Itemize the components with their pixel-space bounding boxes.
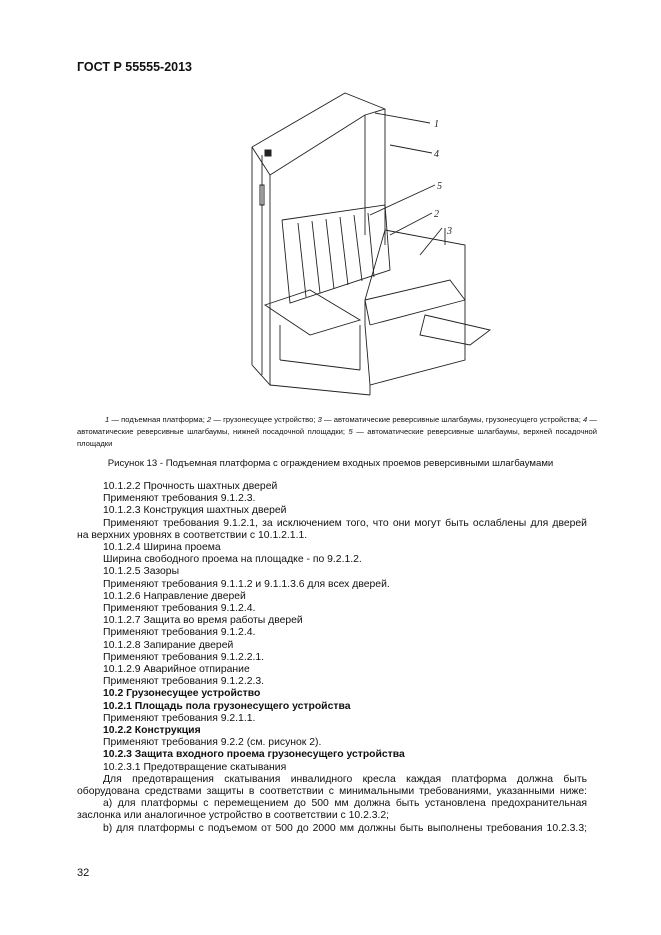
body-line: 10.1.2.6 Направление дверей — [103, 590, 246, 602]
body-line: 10.2.3.1 Предотвращение скатывания — [103, 761, 287, 773]
section-heading: 10.2.3 Защита входного проема грузонесущего устройства — [103, 749, 405, 761]
body-line: а) для платформы с перемещением до 500 мм должна быть установлена предохранительная — [103, 798, 587, 810]
platform-drawing — [240, 85, 500, 405]
page-number: 32 — [77, 867, 90, 879]
body-line: заслонка или аналогичное устройство в соответствии с 10.2.3.2; — [77, 810, 390, 822]
figure-legend: 1 — подъемная платформа; 2 — грузонесущее устройство; 3 — автоматические реверсивные шлагбаумы, грузонесущего устройства; 4 — автоматические реверсивные шлагбаумы, нижней посадочной площадки; 5 — автоматические реверсивные шлагбаумы, верхней посадочной площадки — [77, 415, 597, 448]
body-line: на верхних уровнях в соответствии с 10.1.2.1.1. — [77, 529, 308, 541]
floor-plate — [265, 290, 360, 335]
body-line: Применяют требования 9.2.2 (см. рисунок 2). — [103, 737, 322, 749]
body-line: b) для платформы с подъемом от 500 до 2000 мм должны быть выполнены требования 10.2.3.3; — [103, 822, 587, 834]
document-header: ГОСТ Р 55555-2013 — [77, 60, 193, 74]
section-heading: 10.2 Грузонесущее устройство — [103, 688, 261, 700]
section-heading: 10.2.1 Площадь пола грузонесущего устройства — [103, 700, 351, 712]
body-line: Применяют требования 9.1.2.1, за исключением того, что они могут быть ослаблены для дверей — [103, 517, 587, 529]
body-line: Применяют требования 9.1.2.3. — [103, 493, 256, 505]
callout-2: 2 — [434, 209, 439, 220]
callout-4: 4 — [434, 149, 439, 160]
body-line: Применяют требования 9.1.2.4. — [103, 603, 256, 615]
body-line: оборудована средствами защиты в соответствии с минимальными требованиями, указанными ниже: — [77, 786, 587, 798]
gate-frame — [282, 205, 390, 303]
body-line: Применяют требования 9.1.2.2.3. — [103, 676, 265, 688]
body-line: 10.1.2.3 Конструкция шахтных дверей — [103, 505, 287, 517]
section-heading: 10.2.2 Конструкция — [103, 725, 201, 737]
callout-3: 3 — [447, 226, 452, 237]
body-line: 10.1.2.2 Прочность шахтных дверей — [103, 481, 278, 492]
callout-5: 5 — [437, 181, 442, 192]
body-line: 10.1.2.8 Запирание дверей — [103, 639, 234, 651]
figure-title: Рисунок 13 - Подъемная платформа с ограждением входных проемов реверсивными шлагбаумами — [107, 458, 554, 469]
body-line: Ширина свободного проема на площадке - по 9.2.1.2. — [103, 554, 362, 566]
body-line: 10.1.2.5 Зазоры — [103, 566, 180, 578]
carrier-box — [365, 280, 465, 385]
document-body — [77, 481, 587, 835]
body-line: Применяют требования 9.2.1.1. — [103, 712, 256, 724]
body-line: Применяют требования 9.1.1.2 и 9.1.1.3.6 для всех дверей. — [103, 578, 390, 590]
callout-1: 1 — [434, 119, 439, 130]
body-line: Применяют требования 9.1.2.2.1. — [103, 651, 265, 663]
body-line: 10.1.2.7 Защита во время работы дверей — [103, 615, 303, 627]
body-line: Для предотвращения скатывания инвалидного кресла каждая платформа должна быть — [103, 773, 587, 785]
body-line: 10.1.2.9 Аварийное отпирание — [103, 664, 250, 676]
body-line: Применяют требования 9.1.2.4. — [103, 627, 256, 639]
shaft-outline — [252, 147, 270, 385]
body-line: 10.1.2.4 Ширина проема — [103, 542, 221, 554]
